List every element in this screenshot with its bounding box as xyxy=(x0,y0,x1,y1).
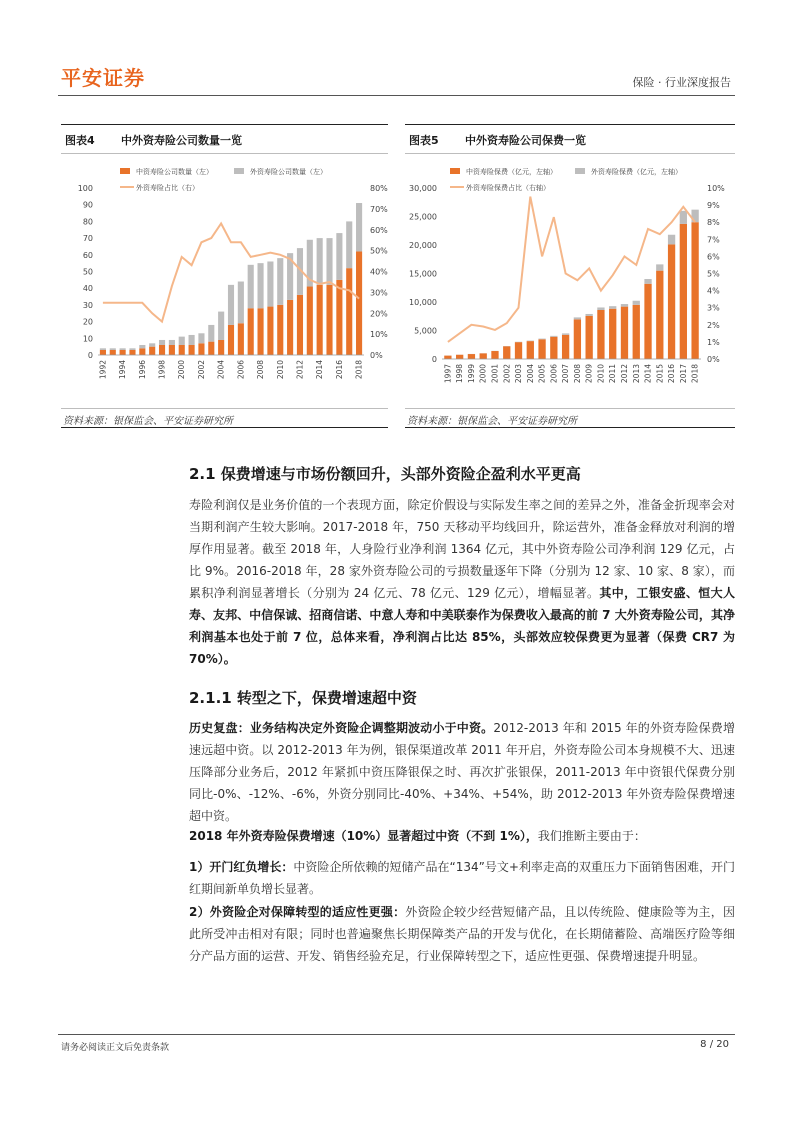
bar xyxy=(120,350,126,355)
y-right-tick-label: 1% xyxy=(707,337,720,347)
growth-comparison-paragraph xyxy=(189,825,735,847)
x-tick-label: 1997 xyxy=(443,364,453,384)
y-left-tick-label: 20 xyxy=(82,317,93,327)
y-right-tick-label: 30% xyxy=(370,288,388,298)
y-right-tick-label: 8% xyxy=(707,218,720,228)
bar xyxy=(456,355,463,359)
reason-1-paragraph xyxy=(189,856,735,900)
x-tick-label: 2012 xyxy=(295,360,305,380)
bar xyxy=(356,251,362,355)
bar xyxy=(110,348,116,350)
bar xyxy=(656,264,663,270)
x-tick-label: 1992 xyxy=(98,360,108,380)
bar xyxy=(644,284,651,359)
bar xyxy=(644,279,651,284)
y-left-tick-label: 10 xyxy=(82,334,93,344)
bar xyxy=(297,295,303,355)
bar xyxy=(277,258,283,305)
x-tick-label: 2001 xyxy=(490,364,500,384)
bar xyxy=(169,345,175,355)
bar xyxy=(346,221,352,268)
bar xyxy=(515,342,522,359)
y-left-tick-label: 15,000 xyxy=(409,269,437,279)
legend-bar-swatch xyxy=(120,168,130,174)
figure4-source: 资料来源：银保监会、平安证券研究所 xyxy=(61,408,388,428)
bar xyxy=(218,340,224,355)
bar xyxy=(149,347,155,355)
y-left-tick-label: 60 xyxy=(82,250,93,260)
y-right-tick-label: 10% xyxy=(370,330,388,340)
legend-label: 中资寿险公司数量（左） xyxy=(136,168,213,176)
bar xyxy=(527,341,534,359)
y-left-tick-label: 0 xyxy=(431,355,437,364)
paragraph-text: 外资险企较少经营短储产品，且以传统险、健康险等为主，因此所受冲击相对有限；同时也普遍聚焦长期保障类产品的开发与优化，在长期储蓄险、高端医疗险等细分产品方面的运营、开发、销售经验充足，行业保障转型之下，适应性更强、保费增速提升明显。 xyxy=(189,905,735,963)
reason-2-paragraph xyxy=(189,901,735,967)
bar xyxy=(574,319,581,359)
y-left-tick-label: 0 xyxy=(87,351,93,360)
legend-bar-swatch xyxy=(575,168,585,174)
x-tick-label: 2008 xyxy=(572,364,582,384)
y-left-tick-label: 20,000 xyxy=(409,241,437,250)
bar xyxy=(633,305,640,359)
y-left-tick-label: 25,000 xyxy=(409,212,437,222)
legend-label: 外资寿险保费占比（右轴） xyxy=(466,184,550,192)
section-heading-2-1: 2.1 保费增速与市场份额回升，头部外资险企盈利水平更高 xyxy=(189,465,581,483)
y-left-tick-label: 30,000 xyxy=(409,184,437,193)
x-tick-label: 2007 xyxy=(561,364,571,384)
paragraph-lead: 2）外资险企对保障转型的适应性更强： xyxy=(189,905,406,919)
bar xyxy=(129,350,135,355)
bar xyxy=(139,348,145,355)
y-right-tick-label: 0% xyxy=(370,351,383,360)
paragraph-text: 寿险利润仅是业务价值的一个表现方面，除定价假设与实际发生率之间的差异之外，准备金折现率会对当期利润产生较大影响。2017-2018 年，750 天移动平均线回升，除运营外，准备金释放对利润的增厚作用显著。截至 2018 年，人身险行业净利润 1364 亿元，其中外资寿险公司净利润 129 亿元，占比 9%。2016-2018 年，28 家外资寿险公司的亏损数量逐年下降（分别为 12 家、10 家、8 家），而累积净利润显著增长（分别为 24 亿元、78 亿元、129 亿元），增幅显著。 xyxy=(189,498,735,600)
x-tick-label: 2003 xyxy=(514,364,524,384)
history-review-paragraph xyxy=(189,717,735,827)
bar xyxy=(586,314,593,316)
x-tick-label: 2018 xyxy=(354,360,364,380)
bar xyxy=(248,265,254,308)
x-tick-label: 2016 xyxy=(334,360,344,380)
bar xyxy=(597,310,604,359)
legend-label: 中资寿险保费（亿元，左轴） xyxy=(466,168,557,176)
x-tick-label: 2000 xyxy=(478,364,488,384)
bar xyxy=(198,333,204,343)
bar xyxy=(228,325,234,355)
bar xyxy=(287,300,293,355)
bar xyxy=(228,285,234,325)
bar xyxy=(609,309,616,359)
x-tick-label: 2005 xyxy=(537,364,547,384)
y-right-tick-label: 10% xyxy=(707,184,725,193)
x-tick-label: 2002 xyxy=(502,364,512,384)
x-tick-label: 2016 xyxy=(667,364,677,384)
bar xyxy=(100,348,106,350)
bar xyxy=(189,345,195,355)
paragraph-text: 我们推断主要由于： xyxy=(537,829,646,843)
bar xyxy=(562,335,569,359)
legend-label: 外资寿险占比（右） xyxy=(136,184,199,192)
bar xyxy=(100,350,106,355)
bar xyxy=(527,341,534,342)
paragraph-lead: 1）开门红负增长： xyxy=(189,860,294,874)
x-tick-label: 2008 xyxy=(256,360,266,380)
section-2-1-paragraph xyxy=(189,494,735,670)
bar xyxy=(656,271,663,359)
bar xyxy=(346,268,352,355)
x-tick-label: 2009 xyxy=(584,364,594,384)
bar xyxy=(503,346,510,359)
y-left-tick-label: 50 xyxy=(82,267,93,277)
y-left-tick-label: 5,000 xyxy=(414,326,437,336)
bar xyxy=(336,233,342,280)
bar xyxy=(538,339,545,340)
x-tick-label: 1999 xyxy=(466,364,476,384)
bar xyxy=(120,348,126,350)
x-tick-label: 2014 xyxy=(315,360,325,380)
y-right-tick-label: 7% xyxy=(707,235,720,245)
bar xyxy=(317,285,323,355)
page-number: 8 / 20 xyxy=(700,1039,729,1050)
bar xyxy=(680,224,687,359)
figure4-chart xyxy=(61,156,388,410)
figure4-title-bar xyxy=(61,124,388,154)
bar xyxy=(208,342,214,355)
x-tick-label: 2004 xyxy=(525,364,535,384)
company-logo: 平安证券 xyxy=(61,66,145,90)
bar xyxy=(159,340,165,345)
y-left-tick-label: 90 xyxy=(82,200,93,210)
figure4-title: 中外资寿险公司数量一览 xyxy=(121,134,242,147)
bar xyxy=(218,312,224,340)
bar xyxy=(277,305,283,355)
bar xyxy=(169,340,175,345)
y-right-tick-label: 50% xyxy=(370,246,388,256)
x-tick-label: 2010 xyxy=(596,364,606,384)
bar xyxy=(491,351,498,359)
x-tick-label: 1998 xyxy=(157,360,167,380)
bar xyxy=(307,287,313,355)
x-tick-label: 2015 xyxy=(655,364,665,384)
y-left-tick-label: 10,000 xyxy=(409,298,437,307)
x-tick-label: 2014 xyxy=(643,364,653,384)
figure5-label: 图表5 xyxy=(409,134,439,147)
bar xyxy=(179,345,185,355)
bar xyxy=(691,222,698,359)
paragraph-text: 2012-2013 年和 2015 年的外资寿险保费增速远超中资。以 2012-2013 年为例，银保渠道改革 2011 年开启，外资寿险公司本身规模不大、迅速压降部分业务后，2012 年紧抓中资压降银保之时、再次扩张银保，2011-2013 年中资银代保费分别同比-0%、-12%、-6%，外资分别同比-40%、+34%、+54%，助 2012-2013 年外资寿险保费增速超中资。 xyxy=(189,721,735,823)
y-right-tick-label: 40% xyxy=(370,267,388,277)
bar xyxy=(198,343,204,355)
legend-bar-swatch xyxy=(450,168,460,174)
y-right-tick-label: 3% xyxy=(707,303,720,313)
bar xyxy=(562,333,569,334)
bar xyxy=(159,345,165,355)
x-tick-label: 1996 xyxy=(137,360,147,380)
bar xyxy=(208,325,214,342)
paragraph-lead: 2018 年外资寿险保费增速（10%）显著超过中资（不到 1%）， xyxy=(189,829,538,843)
x-tick-label: 1994 xyxy=(118,360,128,380)
figure4-label: 图表4 xyxy=(65,134,95,147)
paragraph-bold: 其中，工银安盛、恒大人寿、友邦、中信保诚、招商信诺、中意人寿和中美联泰作为保费收入最高的前 7 大外资寿险公司，其净利润基本也处于前 7 位，总体来看，净利润占比达 85%，头部效应较保费更为显著（保费 CR7 为 70%）。 xyxy=(189,586,735,666)
bar xyxy=(609,306,616,309)
bar xyxy=(189,335,195,345)
figure5-chart xyxy=(405,156,735,410)
y-left-tick-label: 40 xyxy=(82,284,93,294)
y-right-tick-label: 5% xyxy=(707,269,720,279)
figure5-source: 资料来源：银保监会、平安证券研究所 xyxy=(405,408,735,428)
bar xyxy=(326,285,332,355)
y-left-tick-label: 30 xyxy=(82,300,93,310)
y-right-tick-label: 4% xyxy=(707,286,720,296)
x-tick-label: 2000 xyxy=(177,360,187,380)
bar xyxy=(468,354,475,359)
y-right-tick-label: 60% xyxy=(370,225,388,235)
bar xyxy=(336,280,342,355)
y-right-tick-label: 80% xyxy=(370,184,388,193)
bar xyxy=(267,261,273,306)
bar xyxy=(238,323,244,355)
x-tick-label: 2013 xyxy=(631,364,641,384)
y-right-tick-label: 70% xyxy=(370,204,388,214)
bar xyxy=(621,304,628,307)
x-tick-label: 2004 xyxy=(216,360,226,380)
bar xyxy=(129,348,135,350)
y-right-tick-label: 20% xyxy=(370,309,388,319)
y-right-tick-label: 2% xyxy=(707,320,720,330)
y-left-tick-label: 80 xyxy=(82,217,93,227)
x-tick-label: 1998 xyxy=(455,364,465,384)
paragraph-lead: 历史复盘：业务结构决定外资险企调整期波动小于中资。 xyxy=(189,721,494,735)
x-tick-label: 2011 xyxy=(608,364,618,384)
bar xyxy=(586,316,593,359)
bar xyxy=(149,343,155,346)
paragraph-text: 中资险企所依赖的短储产品在“134”号文+利率走高的双重压力下面销售困难，开门红期间新单负增长显著。 xyxy=(189,860,735,896)
bar xyxy=(258,263,264,308)
bar xyxy=(480,353,487,359)
bar xyxy=(444,356,451,359)
x-tick-label: 2018 xyxy=(690,364,700,384)
legend-label: 外资寿险保费（亿元，左轴） xyxy=(591,168,682,176)
bar xyxy=(538,339,545,359)
legend-bar-swatch xyxy=(234,168,244,174)
report-type: 保险 · 行业深度报告 xyxy=(632,76,731,89)
bar xyxy=(356,203,362,251)
bar xyxy=(258,308,264,355)
section-heading-2-1-1: 2.1.1 转型之下，保费增速超中资 xyxy=(189,689,417,707)
bar xyxy=(574,317,581,319)
y-right-tick-label: 0% xyxy=(707,355,720,364)
x-tick-label: 2006 xyxy=(549,364,559,384)
x-tick-label: 2012 xyxy=(619,364,629,384)
figure5-chart-svg xyxy=(405,156,735,406)
legend-label: 外资寿险公司数量（左） xyxy=(250,168,327,176)
bar xyxy=(668,244,675,359)
figure5-title-bar xyxy=(405,124,735,154)
y-right-tick-label: 6% xyxy=(707,252,720,262)
y-right-tick-label: 9% xyxy=(707,201,720,211)
figure4-chart-svg xyxy=(61,156,388,406)
bar xyxy=(550,337,557,359)
bar xyxy=(621,307,628,359)
bar xyxy=(633,301,640,305)
figure5-title: 中外资寿险公司保费一览 xyxy=(465,134,586,147)
bar xyxy=(326,238,332,285)
bar xyxy=(238,282,244,324)
bar xyxy=(550,336,557,337)
footer-disclaimer: 请务必阅读正文后免责条款 xyxy=(61,1043,170,1053)
bar xyxy=(267,307,273,355)
x-tick-label: 2017 xyxy=(678,364,688,384)
bar xyxy=(110,350,116,355)
y-left-tick-label: 70 xyxy=(82,234,93,244)
bar xyxy=(680,211,687,224)
bar xyxy=(248,308,254,355)
x-tick-label: 2006 xyxy=(236,360,246,380)
bar xyxy=(139,345,145,348)
bar xyxy=(597,307,604,310)
x-tick-label: 2002 xyxy=(196,360,206,380)
bar xyxy=(179,337,185,345)
x-tick-label: 2010 xyxy=(275,360,285,380)
header-divider xyxy=(58,95,735,96)
bar xyxy=(668,235,675,245)
y-left-tick-label: 100 xyxy=(77,184,93,193)
bar xyxy=(317,238,323,285)
footer-divider xyxy=(58,1034,735,1035)
